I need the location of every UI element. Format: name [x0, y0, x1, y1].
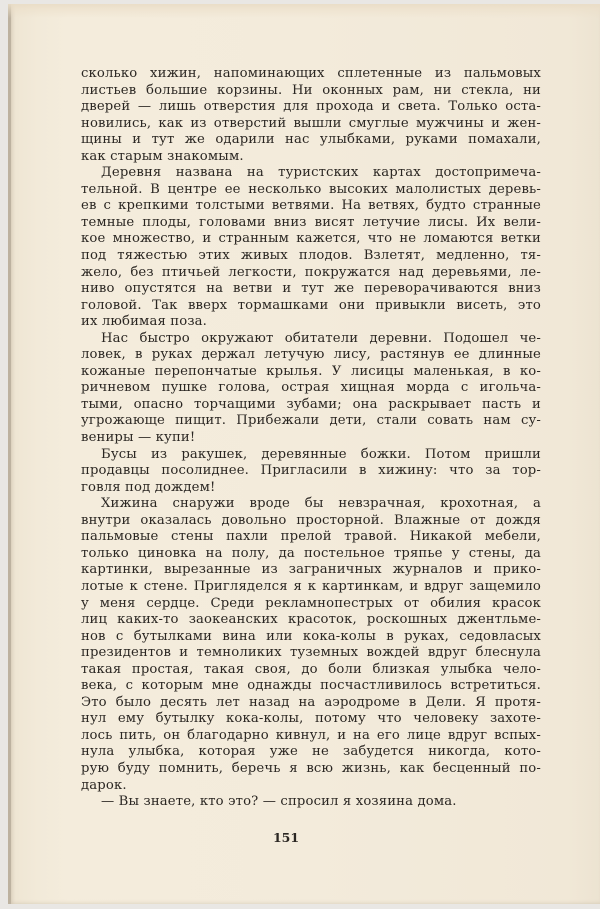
text-line: только циновка на полу, да постельное тряпье у стены, да	[81, 545, 541, 561]
text-line: ричневом пушке голова, острая хищная морда с игольча-	[81, 380, 541, 396]
text-line: щины и тут же одарили нас улыбками, руками помахали,	[81, 132, 541, 148]
text-line: лиц каких-то заокеанских красоток, роскошных джентльме-	[81, 612, 541, 628]
text-line: их любимая поза.	[81, 314, 208, 330]
paragraph	[81, 66, 541, 165]
text-line: нул ему бутылку кока-колы, потому что человеку захоте-	[81, 711, 541, 727]
text-line: пальмовые стены пахли прелой травой. Никакой мебели,	[81, 529, 541, 545]
text-line: сколько хижин, напоминающих сплетенные из пальмовых	[81, 66, 541, 81]
text-line: картинки, вырезанные из заграничных журналов и прико-	[81, 562, 541, 578]
text-line: — Вы знаете, кто это? — спросил я хозяина дома.	[101, 794, 457, 810]
paragraph	[81, 447, 541, 497]
text-line: лось пить, он благодарно кивнул, и на его лице вдруг вспых-	[81, 727, 541, 743]
book-page	[8, 4, 600, 904]
text-line: Деревня названа на туристских картах достопримеча-	[101, 165, 541, 181]
text-line: ловек, в руках держал летучую лису, растянув ее длинные	[81, 347, 541, 363]
body-text	[81, 66, 541, 811]
text-line: новились, как из отверстий вышли смуглые мужчины и жен-	[81, 115, 541, 131]
paragraph	[81, 165, 541, 330]
text-line: жело, без птичьей легкости, покружатся над деревьями, ле-	[81, 264, 541, 280]
text-line: ев с крепкими толстыми ветвями. На ветвях, будто странные	[81, 198, 541, 214]
text-line: Это было десять лет назад на аэродроме в Дели. Я протя-	[81, 694, 541, 710]
text-line: такая простая, такая своя, до боли близкая улыбка чело-	[81, 661, 541, 677]
text-line: века, с которым мне однажды посчастливилось встретиться.	[81, 678, 541, 694]
text-line: Бусы из ракушек, деревянные божки. Потом пришли	[101, 446, 541, 462]
page-top-shadow	[8, 4, 600, 18]
text-line: дарок.	[81, 777, 127, 793]
text-line: говля под дождем!	[81, 479, 216, 495]
text-line: нов с бутылками вина или кока-колы в руках, седовласых	[81, 628, 541, 644]
paragraph	[81, 496, 541, 794]
text-line: головой. Так вверх тормашками они привыкли висеть, это	[81, 297, 541, 313]
text-line: тыми, опасно торчащими зубами; она раскрывает пасть и	[81, 396, 541, 412]
text-line: листьев большие корзины. Ни оконных рам, ни стекла, ни	[81, 82, 541, 98]
text-line: кое множество, и странным кажется, что не ломаются ветки	[81, 231, 541, 247]
text-line: как старым знакомым.	[81, 148, 244, 164]
text-line: президентов и темноликих туземных вождей вдруг блеснула	[81, 645, 541, 661]
text-line: Нас быстро окружают обитатели деревни. Подошел че-	[101, 330, 541, 346]
paragraph	[81, 331, 541, 447]
text-line: нула улыбка, которая уже не забудется никогда, кото-	[81, 744, 541, 760]
text-line: продавцы посолиднее. Пригласили в хижину: что за тор-	[81, 463, 541, 479]
text-line: у меня сердце. Среди рекламнопестрых от обилия красок	[81, 595, 541, 611]
text-line: дверей — лишь отверстия для прохода и света. Только оста-	[81, 99, 541, 115]
paragraph	[81, 794, 541, 811]
text-line: тельной. В центре ее несколько высоких малолистых деревь-	[81, 181, 541, 197]
page-number: 151	[272, 830, 300, 845]
text-line: вениры — купи!	[81, 430, 196, 446]
text-line: ниво опустятся на ветви и тут же переворачиваются вниз	[81, 281, 541, 297]
text-line: кожаные перепончатые крылья. У лисицы маленькая, в ко-	[81, 363, 541, 379]
text-line: темные плоды, головами вниз висят летучие лисы. Их вели-	[81, 214, 541, 230]
text-line: лотые к стене. Пригляделся я к картинкам, и вдруг защемило	[81, 578, 541, 594]
text-line: под тяжестью этих живых плодов. Взлетят, медленно, тя-	[81, 248, 541, 264]
text-line: рую буду помнить, беречь я всю жизнь, как бесценный по-	[81, 760, 541, 776]
text-line: внутри оказалась довольно просторной. Влажные от дождя	[81, 512, 541, 528]
text-line: Хижина снаружи вроде бы невзрачная, крохотная, а	[101, 496, 541, 512]
text-line: угрожающе пищит. Прибежали дети, стали совать нам су-	[81, 413, 541, 429]
